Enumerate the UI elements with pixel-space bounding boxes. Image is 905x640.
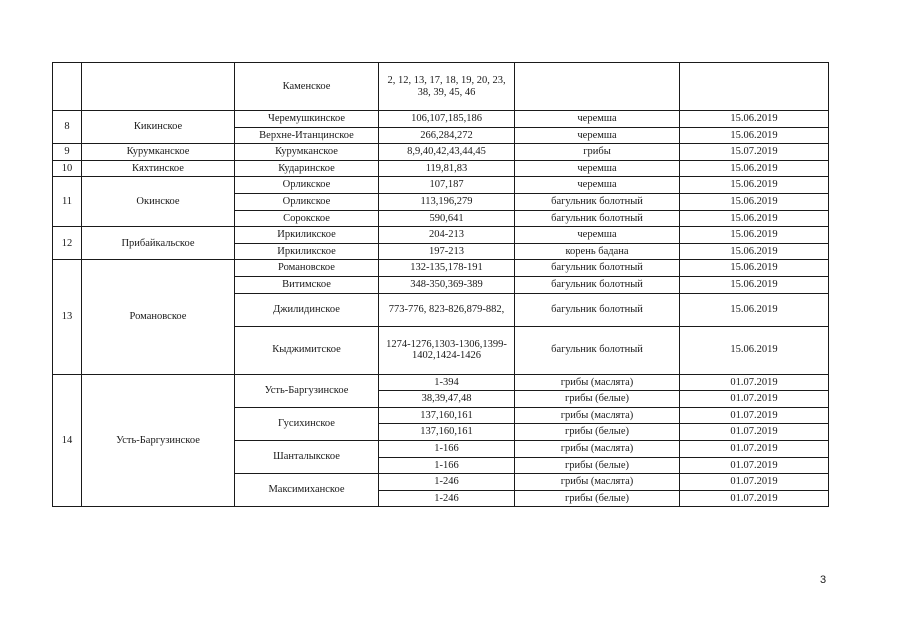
quarters-cell: 266,284,272	[379, 127, 515, 144]
resource-type-cell: грибы (белые)	[515, 424, 680, 441]
forestry-cell: Кударинское	[235, 160, 379, 177]
forestry-cell: Романовское	[235, 260, 379, 277]
start-date-cell: 15.06.2019	[680, 243, 829, 260]
row-number-cell: 12	[53, 227, 82, 260]
table-row	[53, 160, 829, 177]
forestry-cell: Орликское	[235, 177, 379, 194]
start-date-cell: 15.06.2019	[680, 177, 829, 194]
start-date-cell: 01.07.2019	[680, 407, 829, 424]
start-date-cell: 15.06.2019	[680, 111, 829, 128]
quarters-cell: 204-213	[379, 227, 515, 244]
forestry-cell: Шанталыкское	[235, 440, 379, 473]
quarters-cell: 773-776, 823-826,879-882,	[379, 293, 515, 326]
start-date-cell: 15.06.2019	[680, 160, 829, 177]
forest-resource-table	[52, 62, 829, 507]
start-date-cell	[680, 63, 829, 111]
quarters-cell: 1-246	[379, 474, 515, 491]
quarters-cell: 197-213	[379, 243, 515, 260]
forestry-cell: Сорокское	[235, 210, 379, 227]
table-row	[53, 111, 829, 128]
quarters-cell: 2, 12, 13, 17, 18, 19, 20, 23, 38, 39, 45, 46	[379, 63, 515, 111]
quarters-cell: 119,81,83	[379, 160, 515, 177]
resource-type-cell: багульник болотный	[515, 193, 680, 210]
resource-type-cell: багульник болотный	[515, 210, 680, 227]
start-date-cell: 15.06.2019	[680, 193, 829, 210]
quarters-cell: 1-394	[379, 374, 515, 391]
start-date-cell: 01.07.2019	[680, 440, 829, 457]
district-cell: Кяхтинское	[82, 160, 235, 177]
quarters-cell: 132-135,178-191	[379, 260, 515, 277]
start-date-cell: 15.07.2019	[680, 144, 829, 161]
quarters-cell: 113,196,279	[379, 193, 515, 210]
district-cell: Прибайкальское	[82, 227, 235, 260]
district-cell: Усть-Баргузинское	[82, 374, 235, 507]
district-cell: Курумканское	[82, 144, 235, 161]
row-number-cell: 11	[53, 177, 82, 227]
district-cell	[82, 63, 235, 111]
start-date-cell: 15.06.2019	[680, 260, 829, 277]
quarters-cell: 107,187	[379, 177, 515, 194]
table-row	[53, 260, 829, 277]
start-date-cell: 01.07.2019	[680, 424, 829, 441]
quarters-cell: 8,9,40,42,43,44,45	[379, 144, 515, 161]
table-row	[53, 227, 829, 244]
quarters-cell: 1-246	[379, 490, 515, 507]
forestry-cell: Иркиликское	[235, 227, 379, 244]
start-date-cell: 01.07.2019	[680, 474, 829, 491]
resource-type-cell: багульник болотный	[515, 276, 680, 293]
resource-type-cell: черемша	[515, 177, 680, 194]
forestry-cell: Верхне-Итанцинское	[235, 127, 379, 144]
table-row	[53, 374, 829, 391]
resource-type-cell: черемша	[515, 160, 680, 177]
page-number: 3	[820, 574, 827, 586]
table-row	[53, 63, 829, 111]
quarters-cell: 1-166	[379, 440, 515, 457]
district-cell: Кикинское	[82, 111, 235, 144]
row-number-cell: 13	[53, 260, 82, 374]
start-date-cell: 15.06.2019	[680, 127, 829, 144]
row-number-cell	[53, 63, 82, 111]
start-date-cell: 01.07.2019	[680, 374, 829, 391]
quarters-cell: 106,107,185,186	[379, 111, 515, 128]
row-number-cell: 14	[53, 374, 82, 507]
table-body	[53, 63, 829, 507]
quarters-cell: 348-350,369-389	[379, 276, 515, 293]
start-date-cell: 15.06.2019	[680, 326, 829, 374]
start-date-cell: 01.07.2019	[680, 490, 829, 507]
resource-type-cell: корень бадана	[515, 243, 680, 260]
forestry-cell: Каменское	[235, 63, 379, 111]
resource-type-cell: грибы (белые)	[515, 391, 680, 408]
resource-type-cell: черемша	[515, 111, 680, 128]
resource-type-cell: багульник болотный	[515, 260, 680, 277]
start-date-cell: 15.06.2019	[680, 276, 829, 293]
row-number-cell: 10	[53, 160, 82, 177]
forestry-cell: Максимиханское	[235, 474, 379, 507]
forestry-cell: Витимское	[235, 276, 379, 293]
start-date-cell: 15.06.2019	[680, 227, 829, 244]
quarters-cell: 1274-1276,1303-1306,1399-1402,1424-1426	[379, 326, 515, 374]
forestry-cell: Кыджимитское	[235, 326, 379, 374]
forestry-cell: Иркиликское	[235, 243, 379, 260]
quarters-cell: 38,39,47,48	[379, 391, 515, 408]
forestry-cell: Черемушкинское	[235, 111, 379, 128]
forestry-cell: Гусихинское	[235, 407, 379, 440]
forestry-cell: Орликское	[235, 193, 379, 210]
resource-type-cell: багульник болотный	[515, 293, 680, 326]
row-number-cell: 8	[53, 111, 82, 144]
resource-type-cell: грибы (белые)	[515, 457, 680, 474]
forestry-cell: Курумканское	[235, 144, 379, 161]
start-date-cell: 01.07.2019	[680, 391, 829, 408]
district-cell: Окинское	[82, 177, 235, 227]
quarters-cell: 590,641	[379, 210, 515, 227]
resource-type-cell: грибы (белые)	[515, 490, 680, 507]
start-date-cell: 01.07.2019	[680, 457, 829, 474]
resource-type-cell: грибы (маслята)	[515, 374, 680, 391]
resource-type-cell: грибы (маслята)	[515, 440, 680, 457]
resource-type-cell: грибы (маслята)	[515, 474, 680, 491]
resource-type-cell: черемша	[515, 227, 680, 244]
resource-type-cell: грибы	[515, 144, 680, 161]
quarters-cell: 1-166	[379, 457, 515, 474]
district-cell: Романовское	[82, 260, 235, 374]
quarters-cell: 137,160,161	[379, 424, 515, 441]
quarters-cell: 137,160,161	[379, 407, 515, 424]
forestry-cell: Джилидинское	[235, 293, 379, 326]
resource-type-cell: багульник болотный	[515, 326, 680, 374]
resource-type-cell: черемша	[515, 127, 680, 144]
resource-type-cell: грибы (маслята)	[515, 407, 680, 424]
forestry-cell: Усть-Баргузинское	[235, 374, 379, 407]
table-row	[53, 177, 829, 194]
table-row	[53, 144, 829, 161]
row-number-cell: 9	[53, 144, 82, 161]
start-date-cell: 15.06.2019	[680, 293, 829, 326]
start-date-cell: 15.06.2019	[680, 210, 829, 227]
resource-type-cell	[515, 63, 680, 111]
